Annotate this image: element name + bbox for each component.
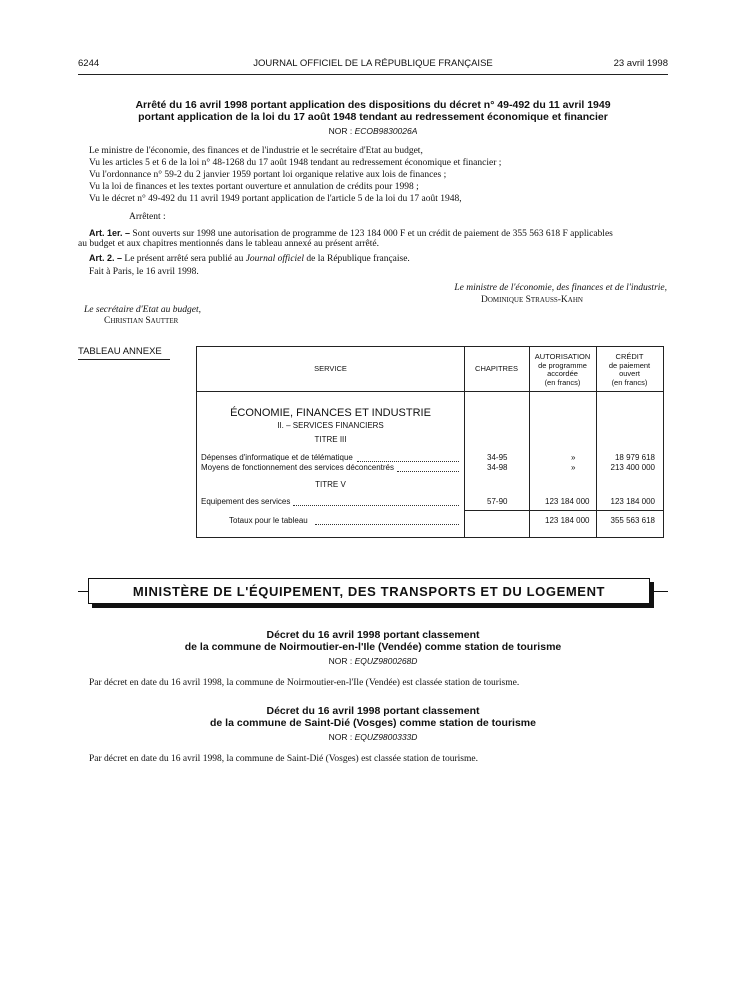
- col-header-credit: [596, 353, 663, 387]
- header-divider: [197, 391, 663, 392]
- table-row-autorisation: »: [571, 453, 576, 462]
- table-row-service: Dépenses d'informatique et de télématique: [201, 453, 353, 462]
- col-header-service: SERVICE: [314, 364, 347, 373]
- nor-label: NOR :: [328, 732, 353, 742]
- annex-table: [196, 346, 664, 538]
- col-header-line: (en francs): [611, 377, 648, 387]
- article-1-text-cont: au budget et aux chapitres mentionnés dans le tableau annexé au présent arrêté.: [78, 239, 379, 249]
- banner-rule-left: [78, 591, 88, 592]
- total-divider: [464, 510, 663, 511]
- table-row-chapitre: 57-90: [487, 497, 508, 506]
- table-titre-5: TITRE V: [315, 480, 346, 489]
- decret2-title-line1: Décret du 16 avril 1998 portant classement: [266, 705, 480, 717]
- article-2: [89, 253, 669, 265]
- table-section: II. – SERVICES FINANCIERS: [277, 421, 384, 430]
- arretent: Arrêtent :: [129, 212, 166, 222]
- preamble-line: Le ministre de l'économie, des finances et de l'industrie et le secrétaire d'Etat au budget,: [89, 146, 423, 156]
- leader-dots: [397, 471, 459, 472]
- arrete-title-line1: Arrêté du 16 avril 1998 portant application des dispositions du décret n° 49-492 du 11 avril 1949: [135, 99, 611, 111]
- nor-code: EQUZ9800268D: [354, 656, 418, 666]
- journal-title: JOURNAL OFFICIEL DE LA RÉPUBLIQUE FRANÇAISE: [253, 58, 493, 69]
- decret1-title-line1: Décret du 16 avril 1998 portant classement: [266, 629, 480, 641]
- table-label: TABLEAU ANNEXE: [78, 346, 162, 357]
- decret1-title-line2: de la commune de Noirmoutier-en-l'Ile (Vendée) comme station de tourisme: [184, 641, 562, 653]
- table-total-autorisation: 123 184 000: [545, 516, 590, 525]
- nor-label: NOR :: [328, 126, 353, 136]
- article-1-label: Art. 1er. –: [89, 228, 131, 238]
- table-row-credit: 213 400 000: [610, 463, 655, 472]
- ministry-banner: [88, 578, 650, 604]
- page-number: 6244: [78, 58, 100, 69]
- leader-dots: [315, 524, 459, 525]
- leader-dots: [357, 461, 459, 462]
- table-row-autorisation: 123 184 000: [545, 497, 590, 506]
- table-row-chapitre: 34-95: [487, 453, 508, 462]
- preamble-line: Vu la loi de finances et les textes portant ouverture et annulation de crédits pour 1998 ;: [89, 182, 419, 192]
- col-header-line: AUTORISATION: [534, 352, 591, 361]
- table-row-service: Moyens de fonctionnement des services déconcentrés: [201, 463, 394, 472]
- preamble-line: Vu les articles 5 et 6 de la loi n° 48-1268 du 17 août 1948 tendant au redressement économique et financier ;: [89, 158, 502, 168]
- article-1-text: Sont ouverts sur 1998 une autorisation de programme de 123 184 000 F et un crédit de paiement de 355 563 618 F applicables: [132, 229, 613, 239]
- header-rule: [78, 74, 668, 75]
- arrete-title-line2: portant application de la loi du 17 août 1948 tendant au redressement économique et financier: [138, 111, 608, 123]
- nor-code: EQUZ9800333D: [354, 732, 418, 742]
- col-header-line: accordée: [547, 369, 578, 378]
- col-header-line: de paiement: [608, 360, 651, 370]
- table-titre-3: TITRE III: [314, 435, 347, 444]
- nor-code: ECOB9830026A: [354, 126, 418, 136]
- fait-a-paris: Fait à Paris, le 16 avril 1998.: [89, 267, 199, 277]
- nor-label: NOR :: [328, 656, 353, 666]
- col-header-line: (en francs): [544, 377, 581, 387]
- signer1-role: Le ministre de l'économie, des finances et de l'industrie,: [454, 283, 667, 293]
- banner-rule-right: [654, 591, 668, 592]
- article-2-text-before: Le présent arrêté sera publié au: [124, 254, 244, 264]
- col-header-autorisation: [529, 353, 596, 387]
- article-2-journal: Journal officiel: [245, 254, 305, 264]
- signer1-name: Dominique Strauss-Kahn: [481, 295, 583, 305]
- table-total-credit: 355 563 618: [610, 516, 655, 525]
- col-header-line: ouvert: [619, 369, 640, 378]
- decret2-text: Par décret en date du 16 avril 1998, la commune de Saint-Dié (Vosges) est classée station de tourisme.: [89, 754, 478, 764]
- decret1-nor: [78, 656, 668, 666]
- signer2-name: Christian Sautter: [104, 316, 179, 326]
- table-row-credit: 18 979 618: [614, 453, 655, 462]
- col-header-line: CRÉDIT: [615, 352, 644, 361]
- leader-dots: [293, 505, 459, 506]
- table-row-autorisation: »: [571, 463, 576, 472]
- article-2-label: Art. 2. –: [89, 253, 123, 263]
- table-row-chapitre: 34-98: [487, 463, 508, 472]
- preamble-line: Vu le décret n° 49-492 du 11 avril 1949 portant application de l'article 5 de la loi du 17 août 1948,: [89, 194, 462, 204]
- col-header-line: de programme: [538, 360, 587, 370]
- decret2-title-line2: de la commune de Saint-Dié (Vosges) comme station de tourisme: [210, 717, 536, 729]
- decret1-text: Par décret en date du 16 avril 1998, la commune de Noirmoutier-en-l'Ile (Vendée) est classée station de tourisme.: [89, 678, 520, 688]
- decret2-nor: [78, 732, 668, 742]
- arrete-nor: [78, 126, 668, 136]
- article-2-text-after: de la République française.: [306, 254, 410, 264]
- ministry-banner-text: MINISTÈRE DE L'ÉQUIPEMENT, DES TRANSPORTS ET DU LOGEMENT: [132, 584, 606, 599]
- table-row-service: Equipement des services: [201, 497, 291, 506]
- table-row-credit: 123 184 000: [610, 497, 655, 506]
- col-header-chapitres: CHAPITRES: [475, 364, 518, 373]
- issue-date: 23 avril 1998: [613, 58, 668, 69]
- page-header: [78, 58, 668, 72]
- column-divider: [464, 347, 465, 537]
- preamble-line: Vu l'ordonnance n° 59-2 du 2 janvier 1959 portant loi organique relative aux lois de finances ;: [89, 170, 447, 180]
- table-label-rule: [78, 359, 170, 360]
- signer2-role: Le secrétaire d'Etat au budget,: [84, 305, 201, 315]
- table-total-label: Totaux pour le tableau: [229, 516, 308, 525]
- table-ministry: ÉCONOMIE, FINANCES ET INDUSTRIE: [230, 407, 431, 419]
